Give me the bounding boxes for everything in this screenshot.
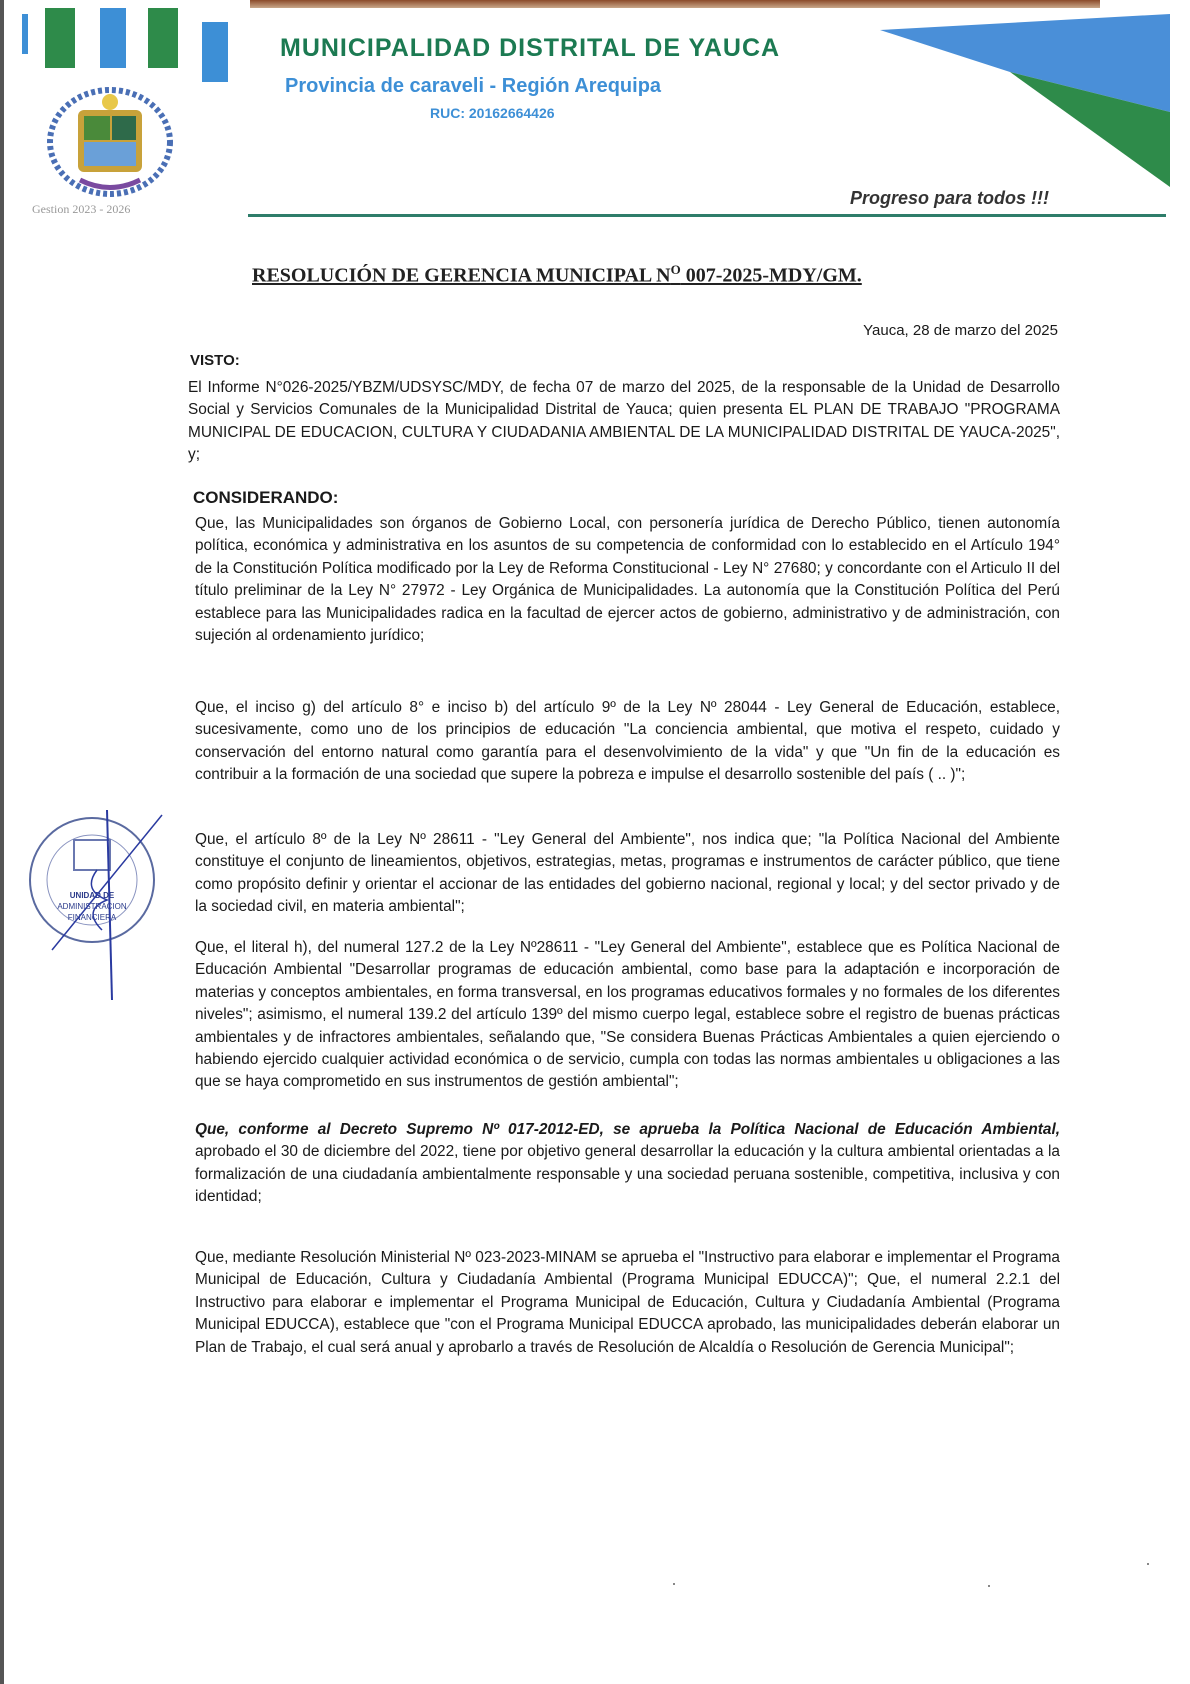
header-stripe — [100, 8, 126, 68]
considerando-paragraph-3: Que, el artículo 8º de la Ley Nº 28611 - "Ley General del Ambiente", nos indica que; "la Política Nacional del Ambiente constituye el conjunto de lineamientos, objetivos, estrategias, metas, programas e instrumentos de carácter público, que tiene como propósito definir y orientar el accionar de las entidades del gobierno nacional, regional y local; y del sector privado y de la sociedad civil, en materia ambiental"; — [195, 831, 1060, 916]
considerando-paragraph-1: Que, las Municipalidades son órganos de Gobierno Local, con personería jurídica de Derecho Público, tienen autonomía política, económica y administrativa en los asuntos de su competencia de conformidad con lo establecido en el Artículo 194° de la Constitución Política modificado por la Ley de Reforma Constitucional - Ley N° 27680; y concordante con el Articulo II del título preliminar de la Ley N° 27972 - Ley Orgánica de Municipalidades. La autonomía que la Constitución Política del Perú establece para las Municipalidades radica en la facultad de ejercer actos de gobierno, administrativo y de administración, con sujeción al ordenamiento jurídico; — [195, 515, 1060, 645]
gestion-label: Gestion 2023 - 2026 — [32, 202, 131, 216]
administration-stamp-icon — [22, 810, 172, 1010]
header-stripe — [148, 8, 178, 68]
title-number: 007-2025-MDY/GM. — [680, 264, 862, 287]
document-date: Yauca, 28 de marzo del 2025 — [863, 322, 1058, 339]
paragraph-5-text: aprobado el 30 de diciembre del 2022, tiene por objetivo general desarrollar la educación y la cultura ambiental orientadas a la formalización de una ciudadanía ambientalmente responsable y una sociedad peruana sostenible, competitiva, inclusiva y con identidad; — [195, 1143, 1060, 1206]
svg-text:UNIDAD DE: UNIDAD DE — [69, 891, 115, 900]
svg-text:ADMINISTRACION: ADMINISTRACION — [57, 902, 127, 911]
visto-heading: VISTO: — [190, 352, 240, 369]
resolution-title — [252, 262, 862, 288]
header-corner-decoration — [880, 12, 1170, 187]
decree-reference: Que, conforme al Decreto Supremo Nº 017-2012-ED, se aprueba la Política Nacional de Educación Ambiental, — [195, 1121, 1060, 1138]
considerando-heading: CONSIDERANDO: — [193, 488, 339, 507]
header-stripe — [202, 22, 228, 82]
considerando-paragraph-4: Que, el literal h), del numeral 127.2 de la Ley Nº28611 - "Ley General del Ambiente", establece que es Política Nacional de Educación Ambiental "Desarrollar programas de educación ambiental, como base para la adaptación e incorporación de materias y conceptos ambientales, en forma transversal, en los programas educativos formales y no formales de los diferentes niveles"; asimismo, el numeral 139.2 del artículo 139º del mismo cuerpo legal, establece sobre el registro de buenas prácticas ambientales y de infractores ambientales, señalando que, "Se considera Buenas Prácticas Ambientales a quien ejerciendo o habiendo ejercido cualquier actividad económica o de servicio, cumpla con todas las normas ambientales u obligaciones a las que se haya comprometido en sus instrumentos de gestión ambiental"; — [195, 939, 1060, 1091]
municipal-coat-of-arms-icon — [40, 80, 180, 200]
province-region: Provincia de caraveli - Región Arequipa — [285, 75, 662, 97]
page-edge — [0, 0, 4, 1684]
municipality-name: MUNICIPALIDAD DISTRITAL DE YAUCA — [280, 34, 781, 62]
scan-speck — [988, 1585, 990, 1587]
scan-speck — [1147, 1563, 1149, 1565]
page-top-edge — [250, 0, 1100, 8]
slogan: Progreso para todos !!! — [850, 188, 1050, 208]
title-superscript: O — [670, 262, 681, 277]
scan-speck — [673, 1583, 675, 1585]
considerando-paragraph-5 — [195, 1119, 1060, 1209]
visto-paragraph: El Informe N°026-2025/YBZM/UDSYSC/MDY, de fecha 07 de marzo del 2025, de la responsable de la Unidad de Desarrollo Social y Servicios Comunales de la Municipalidad Distrital de Yauca; quien presenta EL PLAN DE TRABAJO "PROGRAMA MUNICIPAL DE EDUCACION, CULTURA Y CIUDADANIA AMBIENTAL DE LA MUNICIPALIDAD DISTRITAL DE YAUCA-2025", y; — [188, 379, 1060, 464]
svg-text:FINANCIERA: FINANCIERA — [67, 913, 117, 922]
considerando-paragraph-6: Que, mediante Resolución Ministerial Nº 023-2023-MINAM se aprueba el "Instructivo para elaborar e implementar el Programa Municipal de Educación, Cultura y Ciudadanía Ambiental (Programa Municipal EDUCCA)"; Que, el numeral 2.2.1 del Instructivo para elaborar e implementar el Programa Municipal de Educación, Cultura y Ciudadanía Ambiental (Programa Municipal EDUCCA), establece que "con el Programa Municipal EDUCCA aprobado, las municipalidades deberán elaborar un Plan de Trabajo, el cual será anual y aprobarlo a través de Resolución de Alcaldía o Resolución de Gerencia Municipal"; — [195, 1249, 1060, 1356]
title-prefix: RESOLUCIÓN DE GERENCIA MUNICIPAL N — [252, 264, 671, 287]
header-stripe — [45, 8, 75, 68]
considerando-paragraph-2: Que, el inciso g) del artículo 8° e inciso b) del artículo 9º de la Ley Nº 28044 - Ley General de Educación, establece, sucesivamente, como uno de los principios de educación "La conciencia ambiental, que motiva el respeto, cuidado y conservación del entorno natural como garantía para el desenvolvimiento de la vida" y que "Un fin de la educación es contribuir a la formación de una sociedad que supere la pobreza e impulse el desarrollo sostenible del país ( .. )"; — [195, 699, 1060, 784]
header-divider — [248, 214, 1166, 217]
ruc-number: RUC: 20162664426 — [430, 105, 555, 121]
header-stripe — [22, 14, 28, 54]
